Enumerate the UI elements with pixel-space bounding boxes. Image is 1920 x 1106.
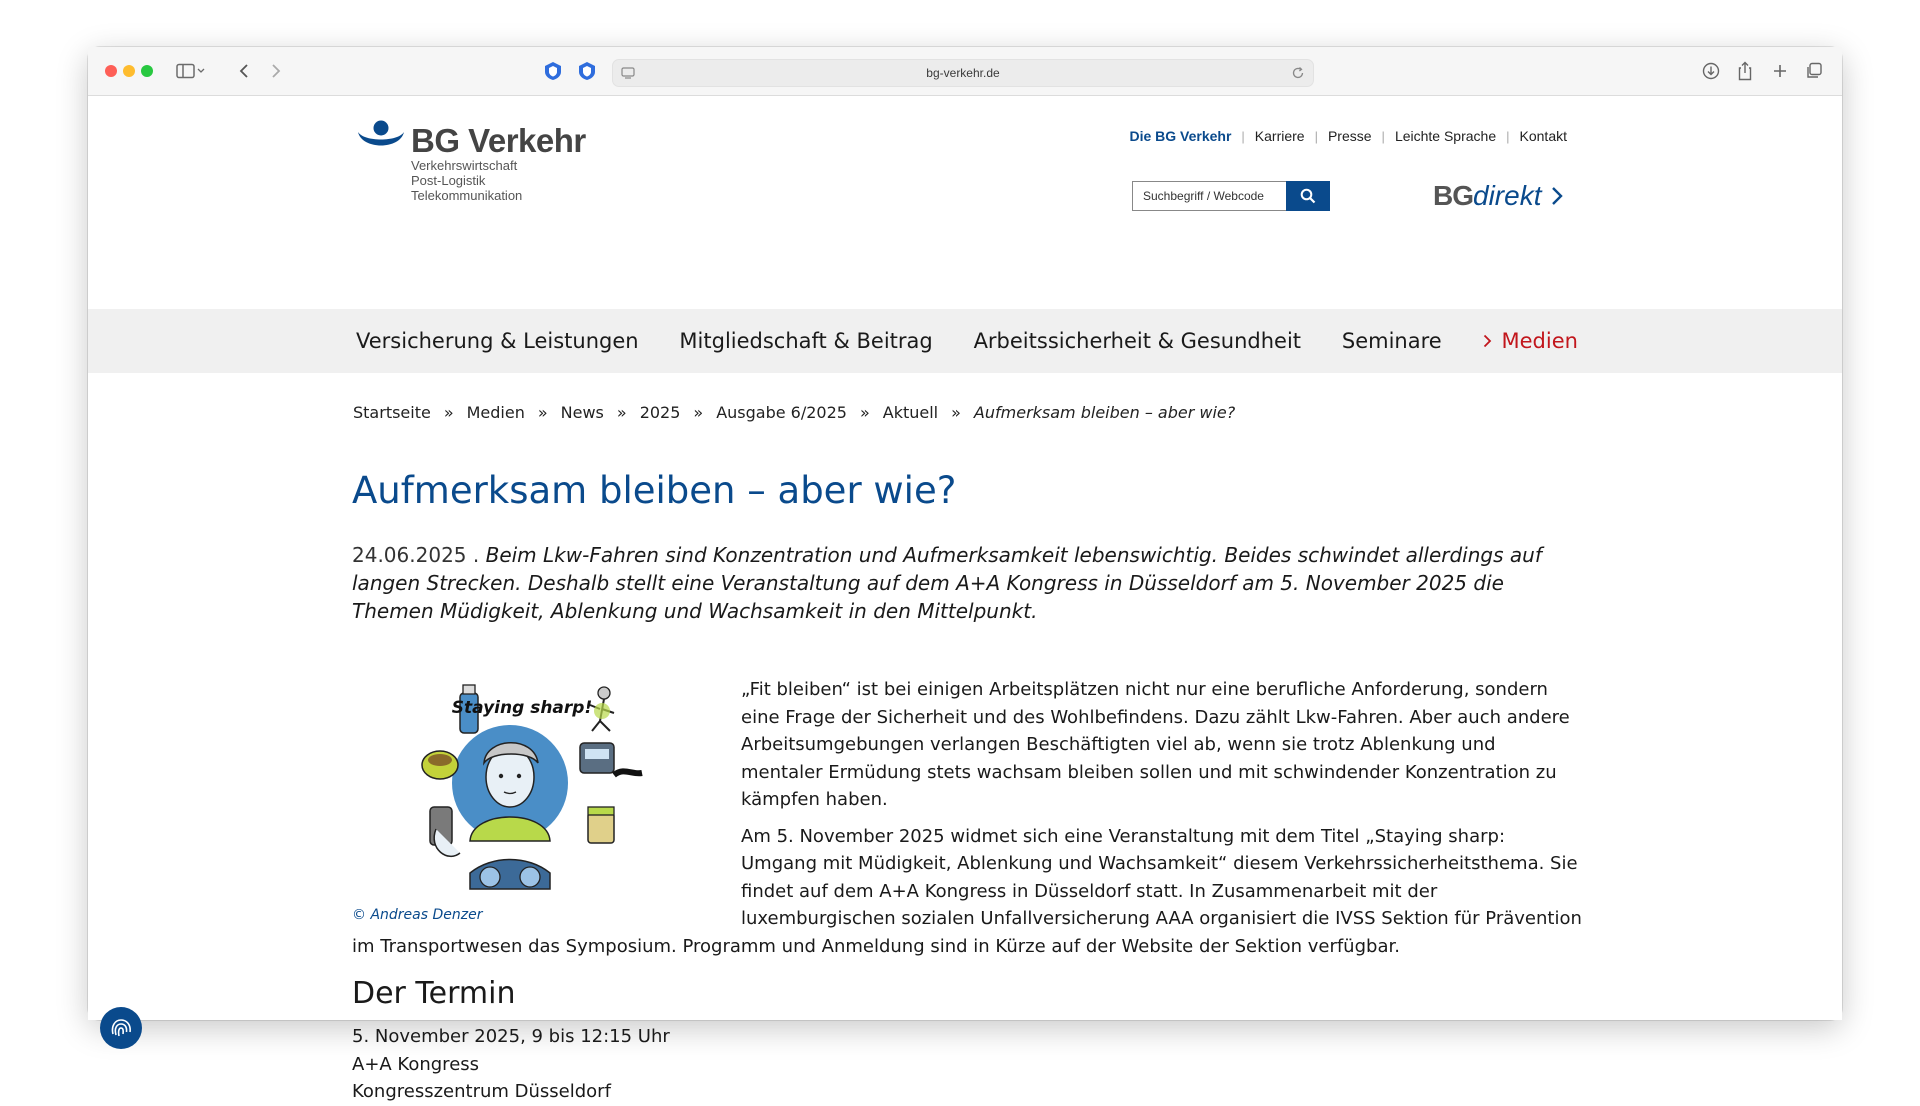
nav-separator: | [1506,128,1510,144]
bgdirekt-bg-text: BG [1433,180,1473,211]
breadcrumb-item[interactable]: 2025 [639,403,681,422]
chevron-right-icon [1483,334,1492,348]
article-paragraph: „Fit bleiben“ ist bei einigen Arbeitsplätzen nicht nur eine berufliche Anforderung, sondern eine Frage der Sicherheit und des Wohlbefindens. Dazu zählt Lkw-Fahren. Aber auch andere Arbeitsumgebungen verlangen Beschäftigten viel ab, wenn sie trotz Ablenkung und mentaler Ermüdung stets wachsam bleiben sollen und mit schwindender Konzentration zu kämpfen haben. [741,679,1570,810]
site-search [1132,181,1330,211]
tab-overview-icon[interactable] [1803,59,1825,83]
breadcrumb-item[interactable]: Ausgabe 6/2025 [716,403,847,422]
main-navigation [88,309,1842,373]
breadcrumb-item[interactable]: Medien [466,403,525,422]
image-caption: © Andreas Denzer [352,907,483,923]
minimize-window-button[interactable] [123,65,135,77]
chevron-right-icon [1551,186,1563,206]
sidebar-toggle-icon[interactable] [174,59,208,83]
logo-brand-text: BG Verkehr [411,122,586,159]
breadcrumb-separator: » [616,403,627,422]
article-illustration[interactable] [352,679,652,901]
logo-emblem-icon [356,120,406,160]
reload-icon[interactable] [1291,66,1305,80]
search-input[interactable] [1132,181,1286,211]
breadcrumb-item[interactable]: Startseite [353,403,431,422]
address-bar[interactable] [612,59,1314,87]
search-button[interactable] [1286,181,1330,211]
url-text: bg-verkehr.de [926,66,1000,80]
article-date: 24.06.2025 . [352,543,480,567]
new-tab-icon[interactable] [1769,59,1791,83]
service-link-kontakt[interactable]: Kontakt [1519,128,1567,144]
browser-window [88,47,1842,1102]
back-arrow-icon[interactable] [234,59,254,83]
share-icon[interactable] [1734,59,1756,83]
staying-sharp-illustration [352,679,652,901]
nav-item-medien-label: Medien [1501,329,1578,353]
service-nav [1119,128,1567,144]
illustration-title: Staying sharp! [451,698,593,718]
service-link-karriere[interactable]: Karriere [1254,128,1305,144]
extension-shield-icon[interactable] [576,60,598,82]
nav-separator: | [1314,128,1318,144]
breadcrumb [353,403,1235,422]
logo-line: Verkehrswirtschaft [411,158,518,173]
forward-arrow-icon[interactable] [266,59,286,83]
web-page [88,96,1842,1102]
logo-line: Telekommunikation [411,188,523,203]
privacy-shield-icon[interactable] [542,60,564,82]
article-lead-text: Beim Lkw-Fahren sind Konzentration und Aufmerksamkeit lebenswichtig. Beides schwindet allerdings auf langen Strecken. Deshalb stellt eine Veranstaltung auf dem A+A Kongress in Düsseldorf am 5. November 2025 die Themen Müdigkeit, Ablenkung und Wachsamkeit in den Mittelpunkt. [352,543,1542,623]
nav-item-versicherung[interactable]: Versicherung & Leistungen [356,329,639,353]
termin-details [352,1023,670,1106]
article-figure [352,679,722,923]
nav-item-mitgliedschaft[interactable]: Mitgliedschaft & Beitrag [679,329,933,353]
close-window-button[interactable] [105,65,117,77]
accessibility-button[interactable] [100,1007,142,1049]
breadcrumb-separator: » [693,403,704,422]
nav-item-medien[interactable] [1483,329,1578,353]
service-link-leichte-sprache[interactable]: Leichte Sprache [1394,128,1497,144]
article-lead [352,541,1578,625]
termin-heading: Der Termin [352,976,516,1011]
logo-line: Post-Logistik [411,173,486,188]
breadcrumb-separator: » [859,403,870,422]
zoom-window-button[interactable] [141,65,153,77]
search-icon [1300,188,1316,204]
bgdirekt-direkt-text: direkt [1473,180,1542,211]
browser-toolbar [88,47,1842,96]
termin-line: Kongresszentrum Düsseldorf [352,1081,611,1102]
bg-verkehr-logo[interactable] [356,120,586,210]
service-link-die-bg-verkehr[interactable]: Die BG Verkehr [1129,128,1232,144]
nav-separator: | [1241,128,1245,144]
bgdirekt-link[interactable] [1433,180,1563,212]
service-link-presse[interactable]: Presse [1327,128,1372,144]
termin-line: 5. November 2025, 9 bis 12:15 Uhr [352,1026,670,1047]
termin-line: A+A Kongress [352,1053,480,1075]
breadcrumb-current: Aufmerksam bleiben – aber wie? [973,403,1236,422]
breadcrumb-item[interactable]: News [560,403,604,422]
breadcrumb-separator: » [443,403,454,422]
nav-item-seminare[interactable]: Seminare [1341,329,1442,353]
breadcrumb-separator: » [537,403,548,422]
fingerprint-icon [107,1014,135,1042]
nav-separator: | [1381,128,1385,144]
article-paragraph: Am 5. November 2025 widmet sich eine Veranstaltung mit dem Titel „Staying sharp: Umgang mit Müdigkeit, Ablenkung und Wachsamkeit“ diesem Verkehrssicherheitsthema. Sie findet auf dem A+A Kongress in Düsseldorf statt. In Zusammenarbeit mit der luxemburgischen sozialen Unfallversicherung AAA organisiert die IVSS Sektion für Prävention im Transportwesen das Symposium. Programm und Anmeldung sind in Kürze auf der Website der Sektion verfügbar. [352,825,1582,957]
article-title: Aufmerksam bleiben – aber wie? [352,469,957,512]
nav-item-arbeitssicherheit[interactable]: Arbeitssicherheit & Gesundheit [973,329,1302,353]
breadcrumb-item[interactable]: Aktuell [882,403,939,422]
downloads-icon[interactable] [1700,59,1722,83]
breadcrumb-separator: » [951,403,961,422]
